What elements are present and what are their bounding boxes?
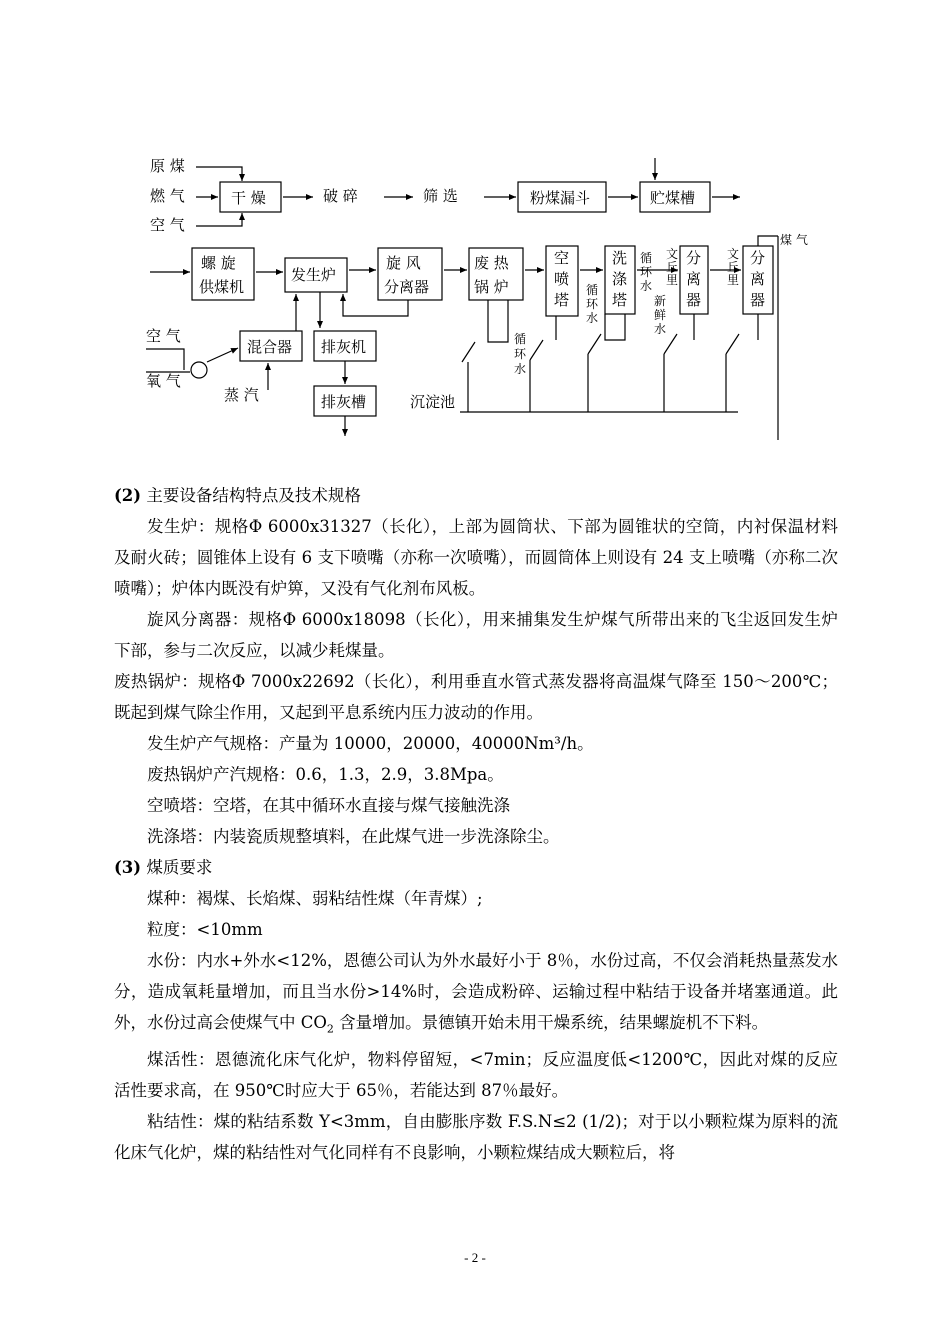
fuel-gas-label: 燃 气 <box>150 187 185 205</box>
circ-water-b-3: 水 <box>640 279 653 293</box>
oxygen-label: 氧 气 <box>146 372 181 390</box>
separator2-label-1: 分 <box>750 249 766 267</box>
para-gasifier: 发生炉：规格Φ 6000x31327（长化），上部为圆筒状、下部为圆锥状的空筒，内衬保温材料及耐火砖；圆锥体上设有 6 支下喷嘴（亦称一次喷嘴），而圆筒体上则设有 24 支上喷嘴（亦称二次喷嘴）；炉体内既没有炉箅，又没有气化剂布风板。 <box>114 517 838 598</box>
para-cyclone: 旋风分离器：规格Φ 6000x18098（长化），用来捕集发生炉煤气所带出来的飞尘返回发生炉下部，参与二次反应，以减少耗煤量。 <box>114 610 838 660</box>
para-steam-output: 废热锅炉产汽规格：0.6，1.3，2.9，3.8Mpa。 <box>147 765 504 784</box>
venturi1-3: 里 <box>666 273 679 287</box>
air-label-2: 空 气 <box>146 327 181 345</box>
fresh-water-3: 水 <box>654 322 667 336</box>
spray-tower-label-3: 塔 <box>554 291 570 309</box>
fresh-water-2: 鲜 <box>654 308 667 322</box>
compressor-icon <box>191 362 207 378</box>
raw-coal-label: 原 煤 <box>150 157 185 175</box>
spray-tower-label-2: 喷 <box>554 270 570 288</box>
wash-tower-label-1: 洗 <box>612 249 628 267</box>
para-boiler: 废热锅炉：规格Φ 7000x22692（长化），利用垂直水管式蒸发器将高温煤气降至 150～200℃；既起到煤气除尘作用，又起到平息系统内压力波动的作用。 <box>114 672 838 722</box>
spray-tower-label-1: 空 <box>554 249 570 267</box>
venturi2-1: 文 <box>727 247 740 261</box>
wash-tower-label-3: 塔 <box>612 291 628 309</box>
venturi2-2: 丘 <box>727 260 740 274</box>
para-gas-output: 发生炉产气规格：产量为 10000，20000，40000Nm³/h。 <box>147 734 594 753</box>
para-size: 粒度：<10mm <box>147 920 263 939</box>
waste-boiler-label-2: 锅 炉 <box>474 278 509 296</box>
separator2-label-2: 离 <box>750 270 766 288</box>
para-wash: 洗涤塔：内装瓷质规整填料，在此煤气进一步洗涤除尘。 <box>147 827 560 846</box>
separator1-label-3: 器 <box>686 291 702 309</box>
screw-feeder-label-1: 螺 旋 <box>201 254 236 272</box>
para-moisture: 水份：内水+外水<12%，恩德公司认为外水最好小于 8％，水份过高，不仅会消耗热量蒸发水分，造成氧耗量增加，而且当水份>14%时，会造成粉碎、运输过程中粘结于设备并堵塞通道。此外，水份过高会使煤气中 $CO_2$ 含量增加。景德镇开始未用干燥系统，结果螺旋机不下料。 <box>114 951 838 1036</box>
circ-water-b-1: 循 <box>640 251 653 265</box>
ash-tank-label: 排灰槽 <box>321 393 367 411</box>
separator1-label-1: 分 <box>686 249 702 267</box>
mixer-label: 混合器 <box>247 338 293 356</box>
settling-pool-label: 沉淀池 <box>410 393 456 411</box>
storage-label: 贮煤槽 <box>650 189 696 207</box>
section-heading-2: (2) 主要设备结构特点及技术规格 <box>114 486 361 505</box>
dryer-label: 干 燥 <box>231 189 266 207</box>
para-caking: 粘结性：煤的粘结系数 Y<3mm，自由膨胀序数 F.S.N≤2 (1/2)；对于以小颗粒煤为原料的流化床气化炉，煤的粘结性对气化同样有不良影响，小颗粒煤结成大颗粒后，将 <box>114 1112 838 1163</box>
circ-water-a-2: 环 <box>586 297 599 311</box>
separator2-label-3: 器 <box>750 291 766 309</box>
circ-water-b-2: 环 <box>640 265 653 279</box>
screw-feeder-label-2: 供煤机 <box>199 278 245 296</box>
body-text <box>114 480 838 1168</box>
section-heading-3: (3) 煤质要求 <box>114 858 213 877</box>
cyclone-label-2: 分离器 <box>384 278 430 296</box>
page-number: - 2 - <box>464 1250 486 1265</box>
crush-label: 破 碎 <box>323 187 358 205</box>
ash-fan-label: 排灰机 <box>321 338 367 356</box>
screen-label: 筛 选 <box>423 187 458 205</box>
para-coal-type: 煤种：褐煤、长焰煤、弱粘结性煤（年青煤）; <box>147 889 483 908</box>
steam-label: 蒸 汽 <box>224 386 259 404</box>
fresh-water-1: 新 <box>654 294 667 308</box>
process-flow-diagram <box>0 0 950 470</box>
waste-boiler-label-1: 废 热 <box>474 254 509 272</box>
venturi1-1: 文 <box>666 247 679 261</box>
gasifier-label: 发生炉 <box>291 266 337 284</box>
wash-tower-label-2: 涤 <box>612 270 628 288</box>
cyclone-label-1: 旋 风 <box>386 254 421 272</box>
separator1-label-2: 离 <box>686 270 702 288</box>
para-spray: 空喷塔：空塔，在其中循环水直接与煤气接触洗涤 <box>147 796 510 815</box>
circ-water-a-3: 水 <box>586 311 599 325</box>
circ-water-c-2: 环 <box>514 347 527 361</box>
circ-water-a-1: 循 <box>586 283 599 297</box>
coal-gas-label: 煤 气 <box>780 233 808 247</box>
hopper-label: 粉煤漏斗 <box>530 189 591 207</box>
venturi2-3: 里 <box>727 273 740 287</box>
para-activity: 煤活性：恩德流化床气化炉，物料停留短，<7min；反应温度低<1200℃，因此对煤的反应活性要求高，在 950℃时应大于 65％，若能达到 87％最好。 <box>114 1050 838 1101</box>
venturi1-2: 丘 <box>666 260 679 274</box>
air-label-1: 空 气 <box>150 216 185 234</box>
circ-water-c-1: 循 <box>514 332 527 346</box>
circ-water-c-3: 水 <box>514 362 527 376</box>
